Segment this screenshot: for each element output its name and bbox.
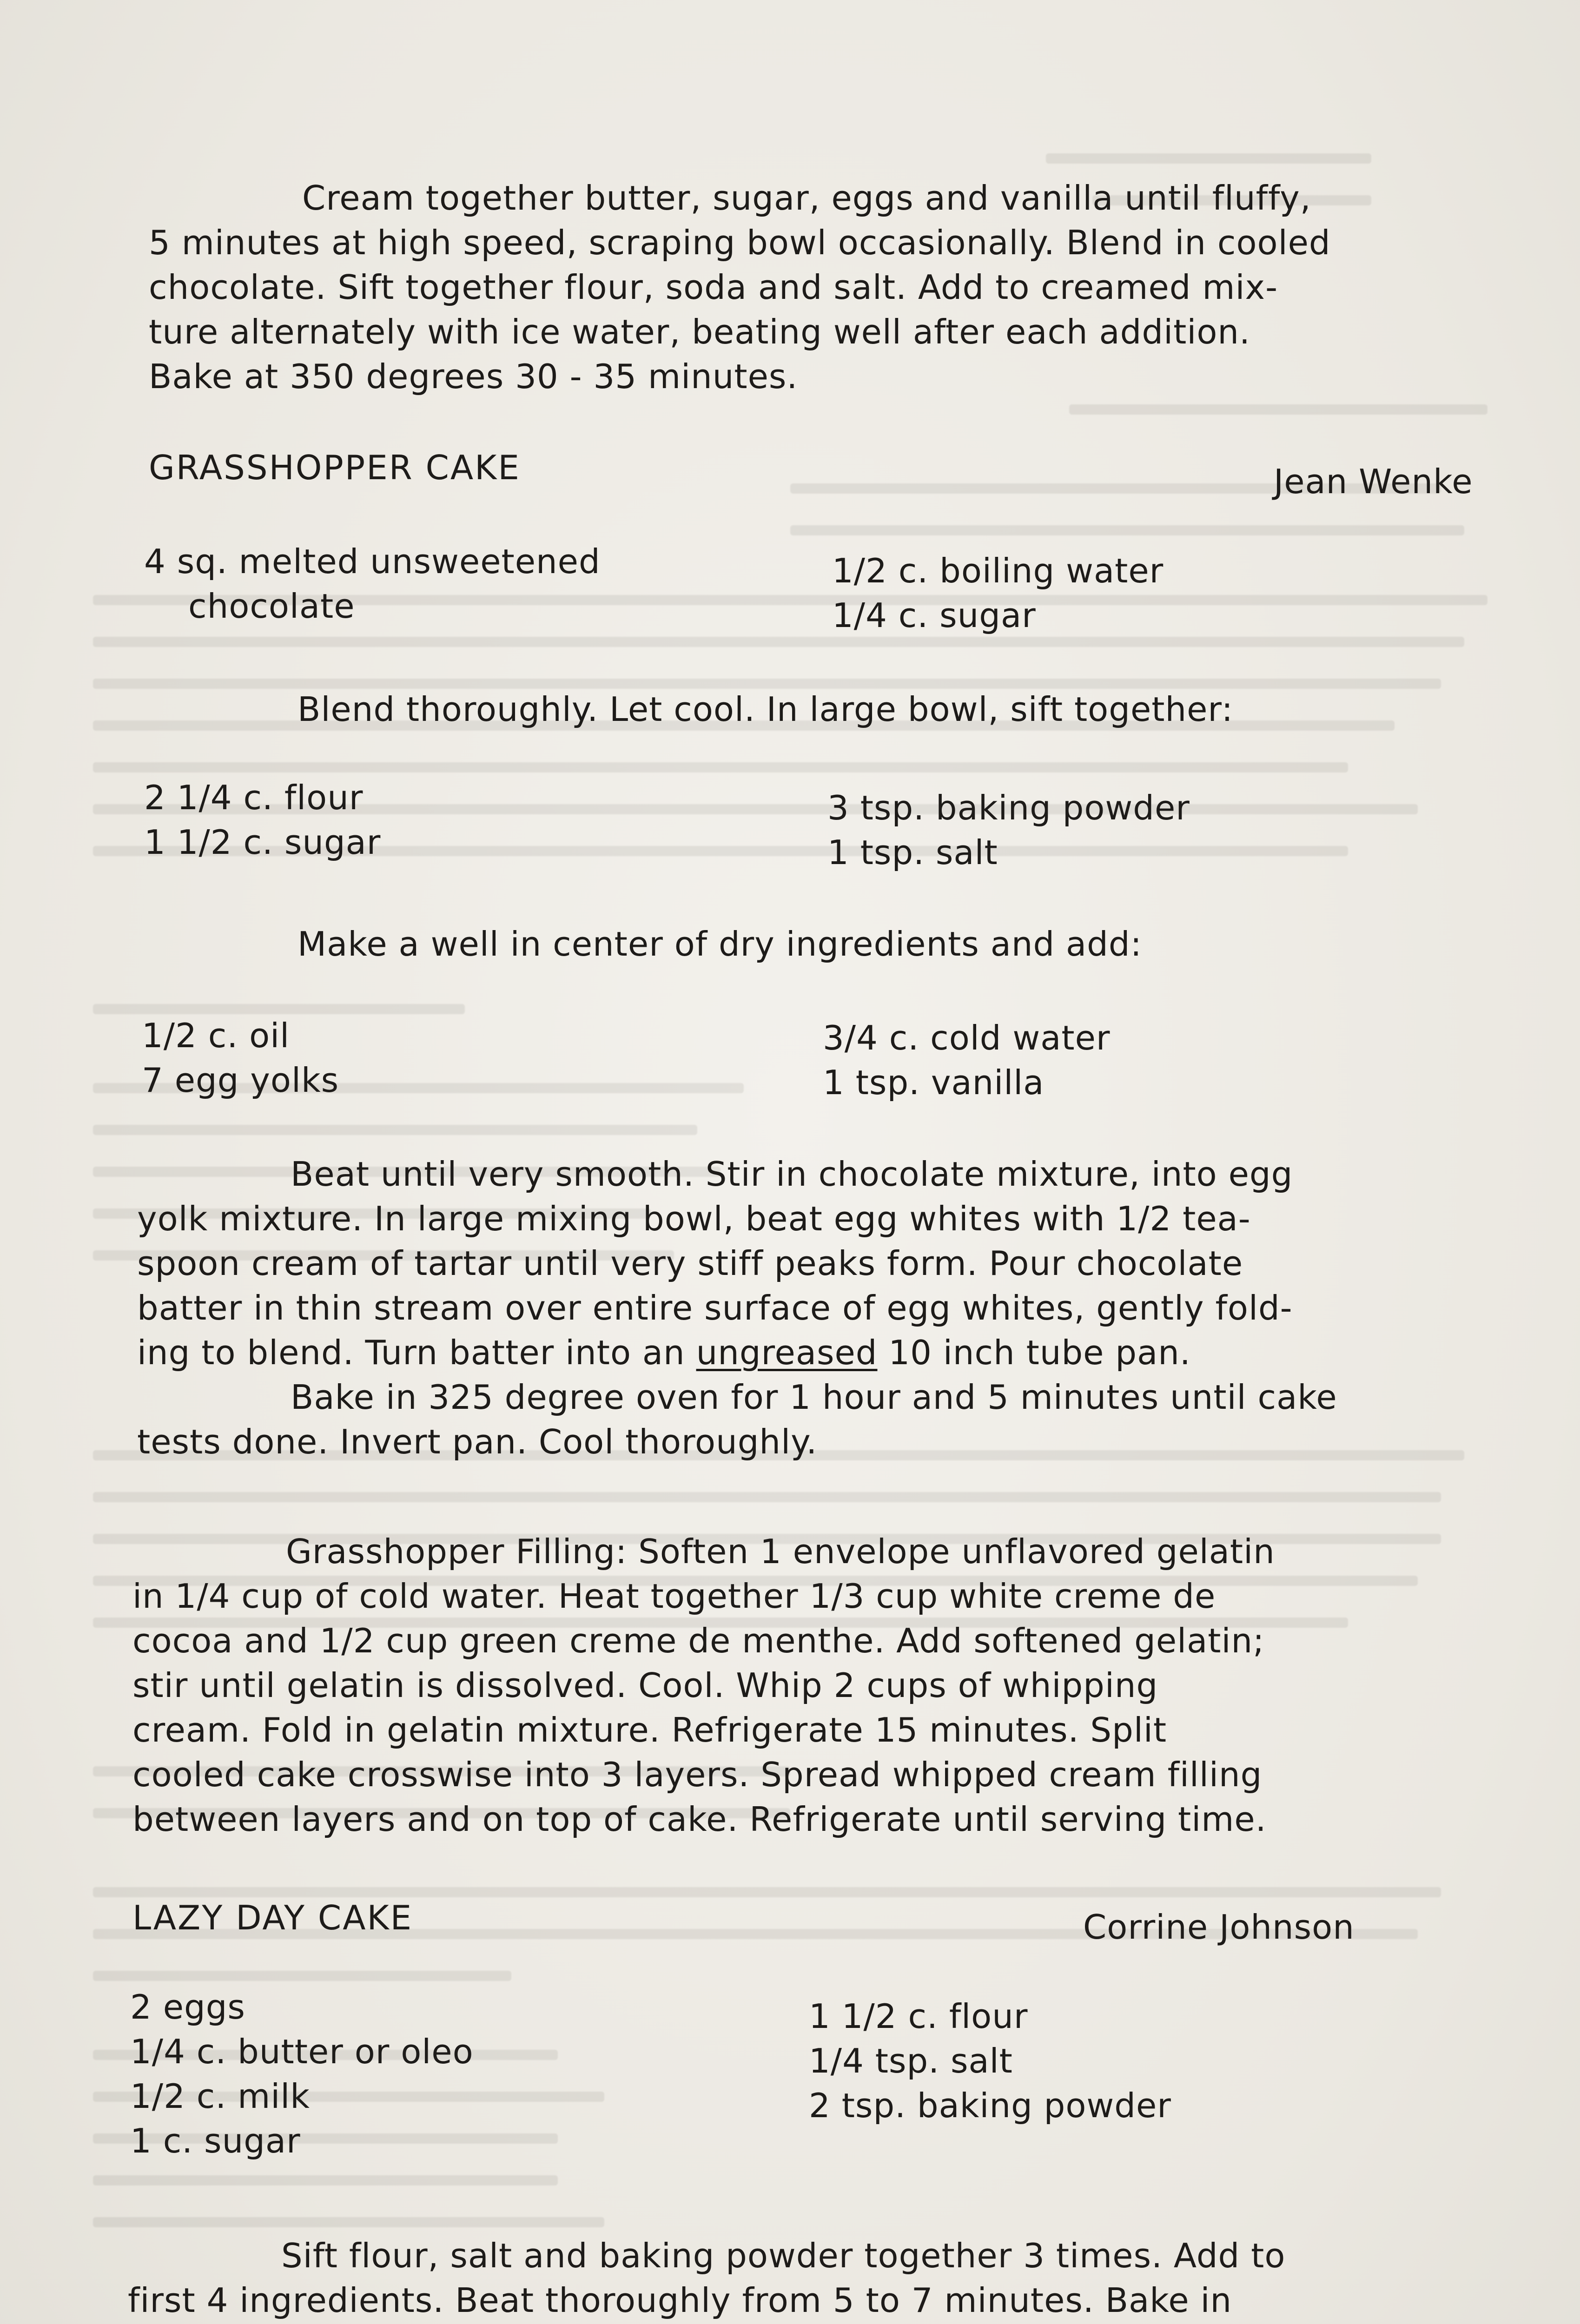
ingredient: 1/2 c. milk [130,2077,310,2116]
text-fragment: 10 inch tube pan. [877,1333,1191,1372]
paragraph-line: first 4 ingredients. Beat thoroughly from 5 to 7 minutes. Bake in [128,2281,1232,2320]
ingredient: 1/4 c. butter or oleo [130,2032,474,2071]
ingredient: 1/2 c. oil [142,1016,290,1055]
ingredient: 1/4 c. sugar [832,596,1036,635]
recipe-step: Make a well in center of dry ingredients and add: [297,924,1142,964]
text-fragment: ing to blend. Turn batter into an [137,1333,696,1372]
ingredient: chocolate [188,587,355,626]
ingredient: 2 1/4 c. flour [144,778,364,817]
recipe-directions [137,1152,1337,1464]
ingredient: 2 eggs [130,1987,245,2027]
ingredient-list-left [144,539,601,628]
ingredient-list-left [130,1985,474,2163]
recipe-title: LAZY DAY CAKE [132,1898,413,1937]
paragraph-line: cream. Fold in gelatin mixture. Refrigerate 15 minutes. Split [132,1710,1167,1750]
recipe-directions [128,2233,1285,2323]
paragraph-line: cocoa and 1/2 cup green creme de menthe. Add softened gelatin; [132,1621,1265,1660]
paragraph-line: stir until gelatin is dissolved. Cool. Whip 2 cups of whipping [132,1666,1158,1705]
ingredient: 1 c. sugar [130,2121,301,2160]
ingredient-list-right [823,1016,1111,1105]
ingredient: 2 tsp. baking powder [809,2086,1171,2125]
paragraph-line: Bake in 325 degree oven for 1 hour and 5 minutes until cake [291,1378,1337,1417]
paragraph-line: Beat until very smooth. Stir in chocolate mixture, into egg [291,1155,1293,1194]
ingredient: 1/2 c. boiling water [832,551,1164,590]
paragraph-line: Sift flour, salt and baking powder together 3 times. Add to [281,2236,1286,2275]
paragraph-line: batter in thin stream over entire surface of egg whites, gently fold- [137,1288,1293,1327]
paragraph-line: spoon cream of tartar until very stiff peaks form. Pour chocolate [137,1244,1243,1283]
paragraph-line: Cream together butter, sugar, eggs and vanilla until fluffy, [302,178,1311,218]
ingredient: 1 tsp. vanilla [823,1063,1045,1102]
ingredient-list-right [827,786,1190,875]
paragraph-line: ture alternately with ice water, beating well after each addition. [149,312,1250,351]
ingredient-list-right [809,1994,1171,2128]
paragraph-line: between layers and on top of cake. Refrigerate until serving time. [132,1800,1267,1839]
paragraph-line [137,1330,1337,1375]
ingredient: 3/4 c. cold water [823,1018,1111,1057]
paragraph-line: cooled cake crosswise into 3 layers. Spread whipped cream filling [132,1755,1263,1794]
recipe-title: GRASSHOPPER CAKE [149,448,521,487]
paragraph-line: chocolate. Sift together flour, soda and salt. Add to creamed mix- [149,268,1278,307]
ingredient-list-right [832,548,1164,638]
paragraph-line: in 1/4 cup of cold water. Heat together 1/3 cup white creme de [132,1577,1216,1616]
ingredient: 7 egg yolks [142,1061,339,1100]
ingredient: 4 sq. melted unsweetened [144,542,601,581]
recipe-step: Blend thoroughly. Let cool. In large bowl, sift together: [297,690,1233,729]
ingredient: 1 1/2 c. sugar [144,823,381,862]
paragraph-line: tests done. Invert pan. Cool thoroughly. [137,1422,818,1461]
paragraph-line: yolk mixture. In large mixing bowl, beat egg whites with 1/2 tea- [137,1199,1251,1238]
intro-paragraph [149,176,1331,399]
paragraph-line: Grasshopper Filling: Soften 1 envelope unflavored gelatin [286,1532,1275,1571]
recipe-author: Corrine Johnson [1083,1908,1355,1947]
paragraph-line: 5 minutes at high speed, scraping bowl occasionally. Blend in cooled [149,223,1331,262]
ingredient: 1/4 tsp. salt [809,2041,1013,2080]
ingredient: 1 1/2 c. flour [809,1997,1028,2036]
ingredient-list-left [142,1013,339,1103]
filling-paragraph [132,1529,1275,1842]
ingredient: 3 tsp. baking powder [827,788,1190,827]
underlined-word: ungreased [696,1333,878,1372]
ingredient-list-left [144,775,381,865]
recipe-author: Jean Wenke [1274,462,1473,501]
ingredient: 1 tsp. salt [827,833,998,872]
paragraph-line: Bake at 350 degrees 30 - 35 minutes. [149,357,798,396]
